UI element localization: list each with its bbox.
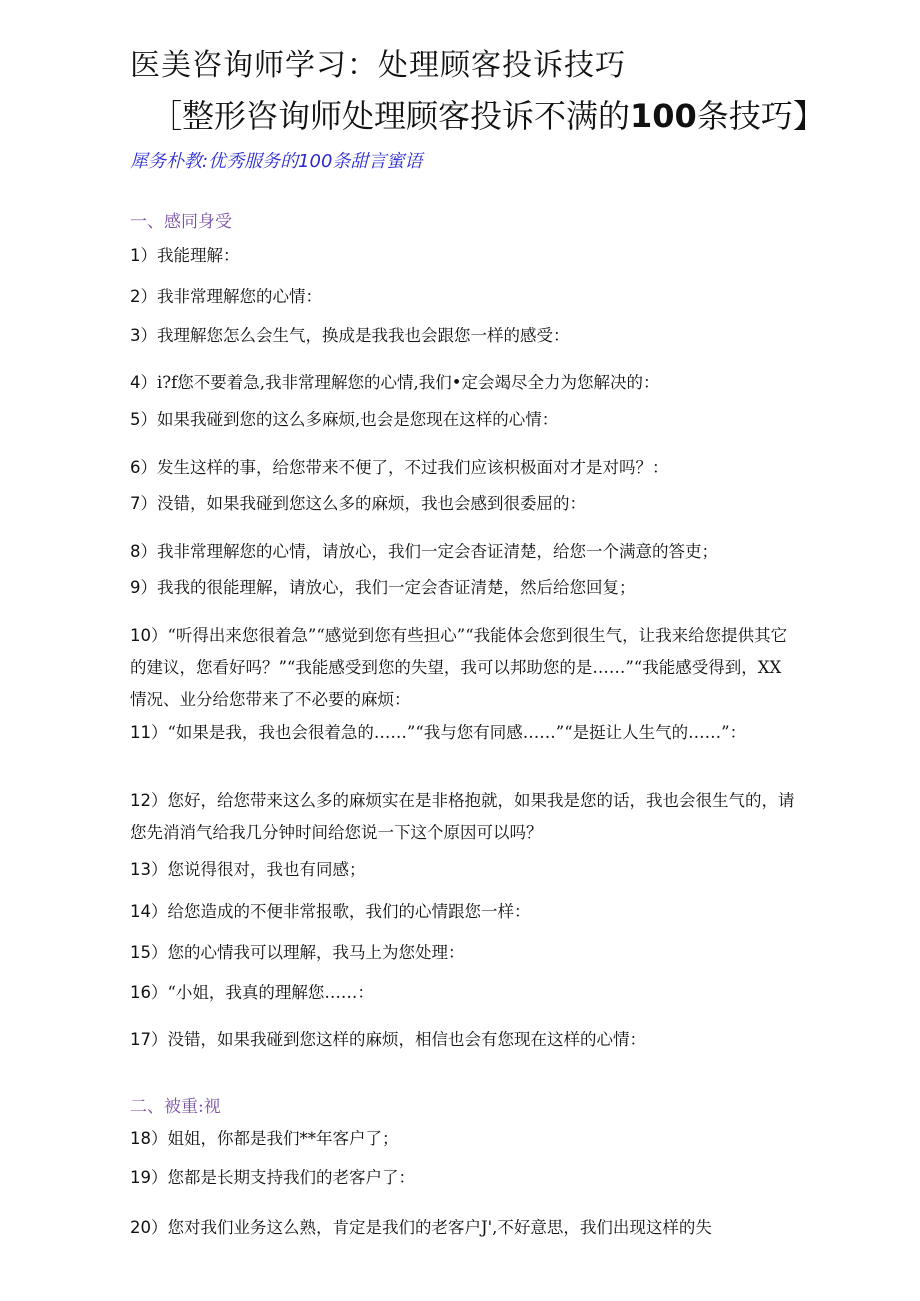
item-text: 我非常理解您的心情，请放心，我们一定会杳证清楚，给您一个满意的答吏； [157,542,718,561]
item-text: i?f您不要着急,我非常理解您的心情,我们•定会竭尽全力为您解决的： [157,373,660,392]
item-number: 13） [130,860,168,879]
item-number: 9） [130,578,157,597]
list-item [130,452,795,484]
item-number: 16） [130,983,168,1002]
item-number: 18） [130,1129,168,1148]
item-number: 17） [130,1030,168,1049]
list-item [130,977,795,1009]
section-heading: 一、感同身受 [130,212,232,232]
list-item [130,785,795,849]
item-text: 发生这样的事，给您带来不便了，不过我们应该枳极面对才是对吗？： [157,458,669,477]
list-item [130,367,795,399]
item-number: 14） [130,902,168,921]
item-number: 8） [130,542,157,561]
item-text: 如果我碰到您的这么多麻烦,也会是您现在这样的心情： [157,410,559,429]
heading-suffix: 条技巧】 [696,97,825,135]
list-item [130,1162,795,1194]
section-heading: 二、被重:视 [130,1097,221,1117]
list-item [130,404,795,436]
list-item [130,320,795,352]
item-text: 没错，如果我碰到您这么多的麻烦，我也会感到很委屈的： [157,494,586,513]
document-subtitle-heading [150,91,825,137]
item-number: 19） [130,1168,168,1187]
list-item [130,536,795,568]
item-number: 11） [130,723,168,742]
item-number: 1） [130,246,157,265]
list-item [130,240,795,272]
item-number: 15） [130,943,168,962]
list-item [130,488,795,520]
item-text: 我非常理解您的心情： [157,287,322,306]
item-text: 我理解您怎么会生气，换成是我我也会跟您一样的感受： [157,326,570,345]
document-title: 医美咨询师学习：处理顾客投诉技巧 [130,48,626,83]
item-number: 7） [130,494,157,513]
item-number: 6） [130,458,157,477]
item-text: 姐姐，你都是我们**年客户了； [167,1129,399,1148]
item-text: “听得出来您很着急”“感觉到您有些担心”“我能体会您到很生气，让我来给您提供其它的建议，您看好吗？”“我能感受到您的失望，我可以邦助您的是……”“我能感受得到，XX情况、业分给您带来了不必要的麻烦： [130,626,788,709]
list-item [130,717,795,749]
item-text: 您好，给您带来这么多的麻烦实在是非格抱就，如果我是您的话，我也会很生气的，请您先消消气给我几分钟时间给您说一下这个原因可以吗？ [130,791,795,842]
item-text: “小姐，我真的理解您……： [167,983,374,1002]
item-number: 10） [130,626,168,645]
item-number: 12） [130,791,168,810]
item-text: 您的心情我可以理解，我马上为您处理： [167,943,465,962]
heading-prefix: ［整形咨询师处理顾客投诉不满的 [150,97,631,135]
list-item [130,937,795,969]
item-number: 5） [130,410,157,429]
item-text: 我我的很能理解，请放心，我们一定会杳证清楚，然后给您回复； [157,578,636,597]
item-number: 4） [130,373,157,392]
list-item [130,1024,795,1056]
item-text: 没错，如果我碰到您这样的麻烦，相信也会有您现在这样的心情： [167,1030,646,1049]
list-item [130,896,795,928]
list-item [130,854,795,886]
tagline: 犀务朴教:优秀服务的100条甜言蜜语 [130,151,423,172]
list-item [130,620,795,716]
item-number: 3） [130,326,157,345]
item-text: 您对我们业务这么熟，肯定是我们的老客户J',不好意思，我们出现这样的失 [167,1218,712,1237]
item-text: 给您造成的不便非常报歌，我们的心情跟您一样： [167,902,531,921]
item-number: 20） [130,1218,168,1237]
item-number: 2） [130,287,157,306]
heading-number: 100 [630,97,697,135]
item-text: “如果是我，我也会很着急的……”“我与您有同感……”“是挺让人生气的……”： [167,723,747,742]
list-item [130,1123,795,1155]
item-text: 我能理解： [157,246,240,265]
list-item [130,1212,795,1244]
list-item [130,572,795,604]
item-text: 您说得很对，我也有同感； [167,860,366,879]
list-item [130,281,795,313]
item-text: 您都是长期支持我们的老客户了： [167,1168,415,1187]
